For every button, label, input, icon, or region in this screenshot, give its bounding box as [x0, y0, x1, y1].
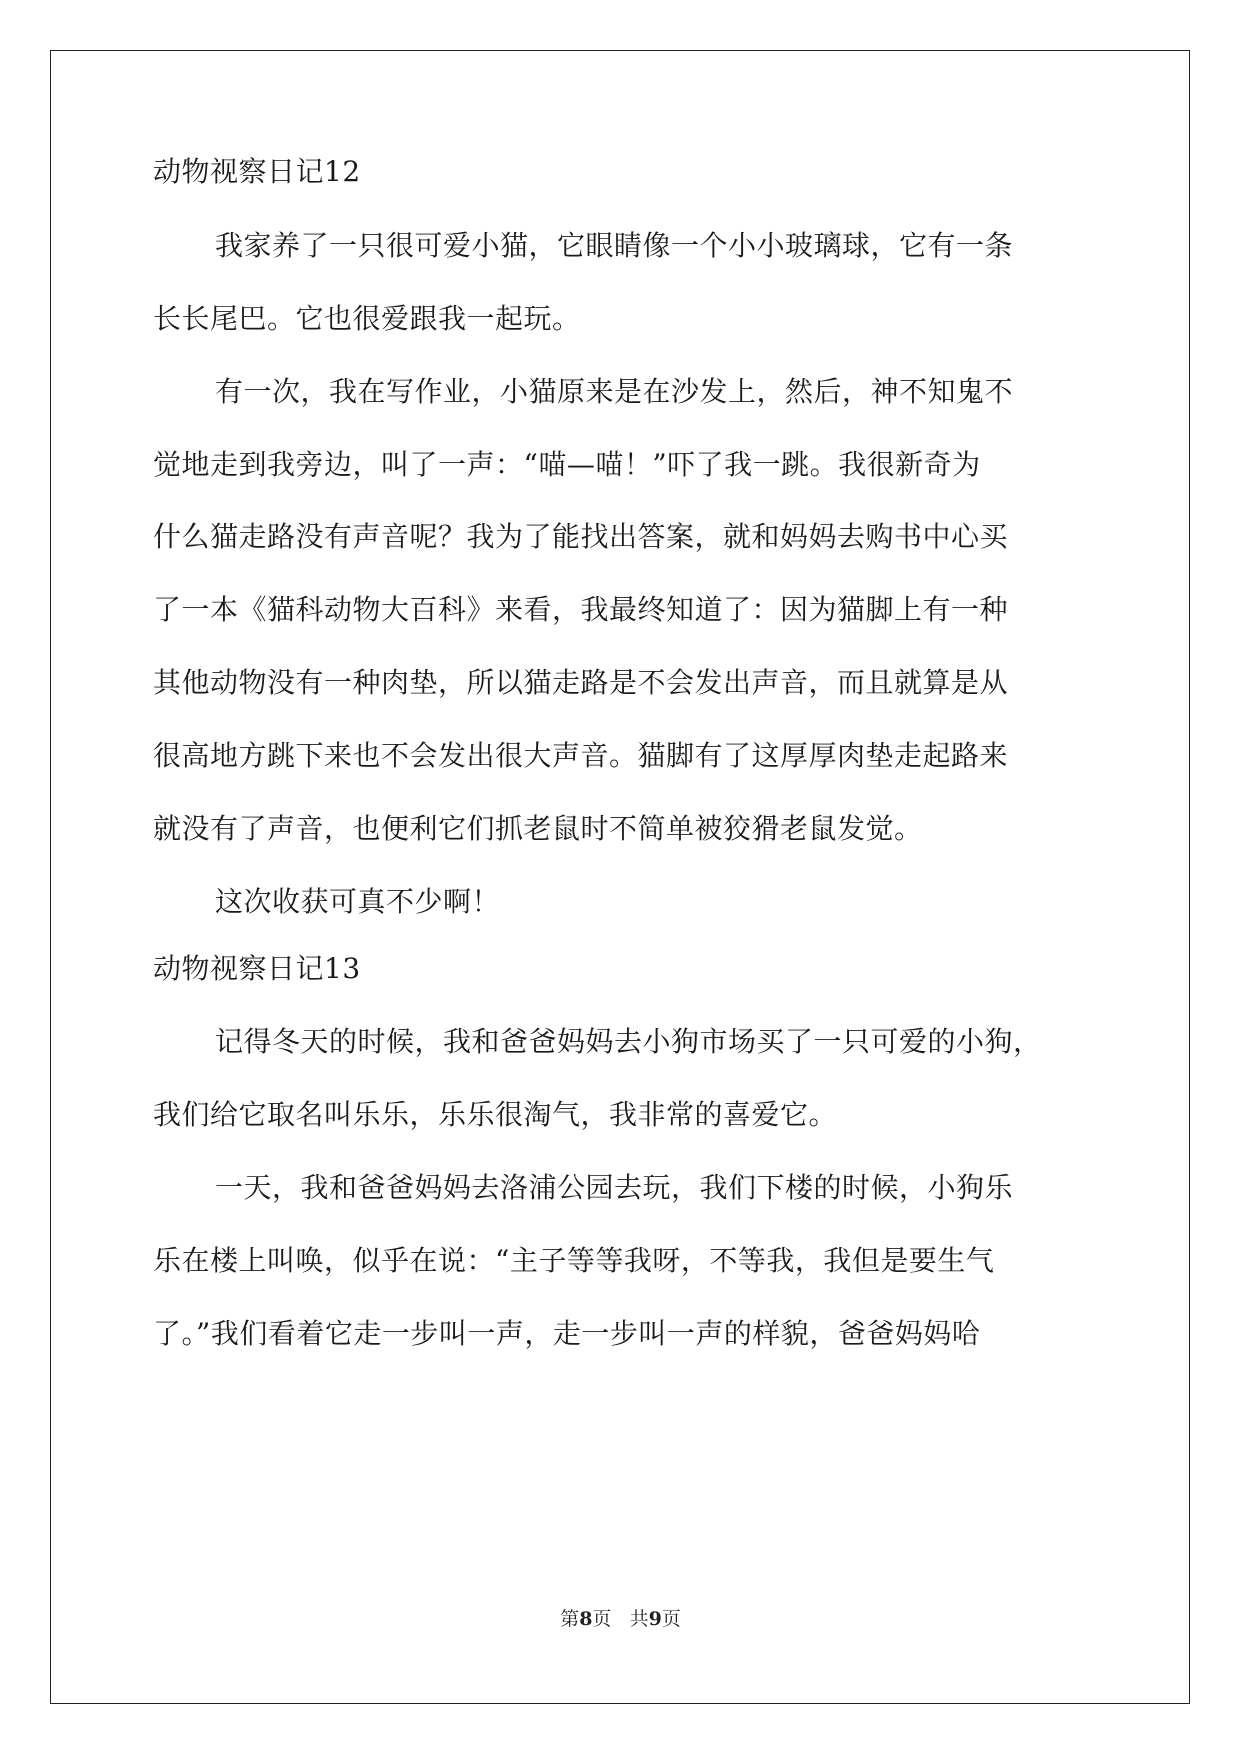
- paragraph-line: 记得冬天的时候，我和爸爸妈妈去小狗市场买了一只可爱的小狗，: [215, 1025, 1042, 1058]
- footer-page-label: 页: [592, 1608, 612, 1630]
- footer-prefix: 第: [560, 1608, 580, 1630]
- section-title: 动物视察日记12: [153, 155, 361, 188]
- paragraph-line: 这次收获可真不少啊！: [215, 885, 501, 918]
- paragraph-line: 长长尾巴。它也很爱跟我一起玩。: [153, 302, 581, 335]
- paragraph-line: 我家养了一只很可爱小猫，它眼睛像一个小小玻璃球，它有一条: [215, 229, 1014, 262]
- paragraph-line: 什么猫走路没有声音呢？我为了能找出答案，就和妈妈去购书中心买: [153, 520, 1009, 553]
- paragraph-line: 有一次，我在写作业，小猫原来是在沙发上，然后，神不知鬼不: [215, 375, 1014, 408]
- current-page-number: 8: [579, 1608, 593, 1630]
- paragraph-line: 一天，我和爸爸妈妈去洛浦公园去玩，我们下楼的时候，小狗乐: [215, 1171, 1014, 1204]
- paragraph-line: 乐在楼上叫唤，似乎在说：“主子等等我呀，不等我，我但是要生气: [153, 1244, 995, 1277]
- footer-total-suffix: 页: [661, 1608, 681, 1630]
- page-footer: [0, 1607, 1241, 1631]
- paragraph-line: 觉地走到我旁边，叫了一声：“喵—喵！”吓了我一跳。我很新奇为: [153, 448, 981, 481]
- paragraph-line: 就没有了声音，也便利它们抓老鼠时不简单被狡猾老鼠发觉。: [153, 812, 923, 845]
- paragraph-line: 我们给它取名叫乐乐，乐乐很淘气，我非常的喜爱它。: [153, 1098, 838, 1131]
- paragraph-line: 了一本《猫科动物大百科》来看，我最终知道了：因为猫脚上有一种: [153, 593, 1009, 626]
- paragraph-line: 了。”我们看着它走一步叫一声，走一步叫一声的样貌，爸爸妈妈哈: [153, 1317, 981, 1350]
- paragraph-line: 很高地方跳下来也不会发出很大声音。猫脚有了这厚厚肉垫走起路来: [153, 739, 1009, 772]
- section-title: 动物视察日记13: [153, 952, 361, 985]
- paragraph-line: 其他动物没有一种肉垫，所以猫走路是不会发出声音，而且就算是从: [153, 666, 1009, 699]
- total-page-number: 9: [648, 1608, 662, 1630]
- footer-total-prefix: 共: [629, 1608, 649, 1630]
